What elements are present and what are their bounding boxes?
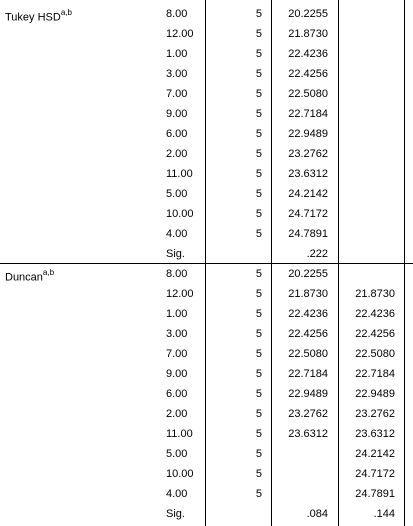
subset-1-cell: 20.2255: [288, 8, 328, 20]
subset-2-cell: 22.4256: [355, 328, 395, 340]
subset-2-cell: 23.6312: [355, 428, 395, 440]
condition-cell: 1.00: [166, 308, 188, 320]
table-row: [0, 84, 413, 104]
condition-cell: 12.00: [166, 28, 194, 40]
subset-2-cell: .144: [373, 508, 395, 520]
n-cell: [205, 504, 262, 524]
table-row: [0, 164, 413, 184]
condition-cell: 4.00: [166, 228, 188, 240]
table-row: [0, 224, 413, 244]
table-row: [0, 44, 413, 64]
subset-2-cell: 24.7891: [355, 488, 395, 500]
n-cell: 5: [255, 308, 262, 320]
n-cell: 5: [255, 408, 262, 420]
condition-cell: 3.00: [166, 328, 188, 340]
subset-2-cell: [338, 224, 395, 244]
table-row: [0, 404, 413, 424]
n-cell: 5: [255, 468, 262, 480]
n-cell: 5: [255, 168, 262, 180]
subset-2-cell: 22.5080: [355, 348, 395, 360]
n-cell: 5: [255, 88, 262, 100]
table-row: [0, 424, 413, 444]
method-label: [5, 264, 54, 284]
subset-2-cell: 22.4236: [355, 308, 395, 320]
n-cell: 5: [255, 68, 262, 80]
subset-1-cell: 23.6312: [288, 168, 328, 180]
subset-1-cell: .222: [306, 248, 328, 260]
n-cell: 5: [255, 8, 262, 20]
n-cell: [205, 244, 262, 264]
subset-1-cell: 22.4236: [288, 308, 328, 320]
n-cell: 5: [255, 488, 262, 500]
table-row: [0, 384, 413, 404]
subset-1-cell: 24.7172: [288, 208, 328, 220]
subset-1-cell: 23.6312: [288, 428, 328, 440]
condition-cell: Sig.: [166, 508, 185, 520]
method-name: Duncan: [5, 271, 43, 284]
condition-cell: Sig.: [166, 248, 185, 260]
subset-2-cell: 22.7184: [355, 368, 395, 380]
table-row: [0, 144, 413, 164]
n-cell: 5: [255, 208, 262, 220]
table-row: [0, 344, 413, 364]
subset-1-cell: 22.4256: [288, 68, 328, 80]
n-cell: 5: [255, 48, 262, 60]
subset-1-cell: [271, 484, 328, 504]
subset-1-cell: 22.9489: [288, 128, 328, 140]
subset-2-cell: [338, 244, 395, 264]
footnote-marker: a,b: [42, 268, 55, 277]
n-cell: 5: [255, 268, 262, 280]
table-row: [0, 4, 413, 24]
n-cell: 5: [255, 108, 262, 120]
subset-2-cell: [338, 144, 395, 164]
subset-1-cell: .084: [306, 508, 328, 520]
subset-1-cell: 21.8730: [288, 288, 328, 300]
n-cell: 5: [255, 188, 262, 200]
subset-1-cell: 24.2142: [288, 188, 328, 200]
condition-cell: 7.00: [166, 88, 188, 100]
table-row: [0, 484, 413, 504]
table-row: [0, 364, 413, 384]
table-row: [0, 104, 413, 124]
subset-1-cell: 23.2762: [288, 148, 328, 160]
subset-2-cell: [338, 44, 395, 64]
n-cell: 5: [255, 148, 262, 160]
condition-cell: 7.00: [166, 348, 188, 360]
table-row: [0, 464, 413, 484]
condition-cell: 6.00: [166, 128, 188, 140]
subset-2-cell: 22.9489: [355, 388, 395, 400]
footnote-marker: a,b: [60, 8, 72, 17]
condition-cell: 2.00: [166, 408, 188, 420]
subset-1-cell: 22.5080: [288, 348, 328, 360]
table-row: [0, 444, 413, 464]
condition-cell: 3.00: [166, 68, 188, 80]
subset-1-cell: 22.9489: [288, 388, 328, 400]
subset-2-cell: [338, 104, 395, 124]
n-cell: 5: [255, 348, 262, 360]
subset-2-cell: [338, 264, 395, 284]
condition-cell: 12.00: [166, 288, 194, 300]
subset-2-cell: 24.7172: [355, 468, 395, 480]
table-row: [0, 244, 413, 264]
n-cell: 5: [255, 448, 262, 460]
subset-1-cell: 22.5080: [288, 88, 328, 100]
subset-2-cell: 21.8730: [355, 288, 395, 300]
table-row: [0, 204, 413, 224]
condition-cell: 11.00: [166, 168, 193, 180]
condition-cell: 8.00: [166, 268, 188, 280]
condition-cell: 6.00: [166, 388, 188, 400]
table-row: [0, 304, 413, 324]
table-row: [0, 124, 413, 144]
table-row: [0, 324, 413, 344]
subset-2-cell: [338, 24, 395, 44]
subset-2-cell: [338, 204, 395, 224]
subset-2-cell: [338, 84, 395, 104]
method-label: [5, 4, 72, 24]
subset-1-cell: 22.4256: [288, 328, 328, 340]
condition-cell: 5.00: [166, 188, 188, 200]
subset-1-cell: 22.7184: [288, 368, 328, 380]
watermark: [347, 504, 407, 518]
condition-cell: 9.00: [166, 108, 188, 120]
n-cell: 5: [255, 128, 262, 140]
condition-cell: 2.00: [166, 148, 188, 160]
condition-cell: 10.00: [166, 468, 194, 480]
subset-2-cell: [338, 4, 395, 24]
condition-cell: 1.00: [166, 48, 188, 60]
subset-2-cell: 24.2142: [355, 448, 395, 460]
n-cell: 5: [255, 428, 262, 440]
n-cell: 5: [255, 288, 262, 300]
table-row: [0, 284, 413, 304]
n-cell: 5: [255, 388, 262, 400]
table-row: [0, 24, 413, 44]
subset-1-cell: 20.2255: [288, 268, 328, 280]
subset-2-cell: [338, 64, 395, 84]
subset-2-cell: [338, 184, 395, 204]
n-cell: 5: [255, 28, 262, 40]
n-cell: 5: [255, 228, 262, 240]
subset-1-cell: [271, 464, 328, 484]
condition-cell: 5.00: [166, 448, 188, 460]
condition-cell: 10.00: [166, 208, 194, 220]
subset-1-cell: [271, 444, 328, 464]
subset-2-cell: [338, 124, 395, 144]
table-row: [0, 264, 413, 284]
subset-1-cell: 23.2762: [288, 408, 328, 420]
table-row: [0, 64, 413, 84]
condition-cell: 4.00: [166, 488, 188, 500]
subset-1-cell: 22.7184: [288, 108, 328, 120]
condition-cell: 9.00: [166, 368, 188, 380]
subset-1-cell: 24.7891: [288, 228, 328, 240]
condition-cell: 8.00: [166, 8, 188, 20]
n-cell: 5: [255, 328, 262, 340]
subset-1-cell: 21.8730: [288, 28, 328, 40]
table-row: [0, 184, 413, 204]
method-name: Tukey HSD: [5, 11, 61, 24]
subset-2-cell: 23.2762: [355, 408, 395, 420]
subset-1-cell: 22.4236: [288, 48, 328, 60]
subset-2-cell: [338, 164, 395, 184]
condition-cell: 11.00: [166, 428, 193, 440]
n-cell: 5: [255, 368, 262, 380]
